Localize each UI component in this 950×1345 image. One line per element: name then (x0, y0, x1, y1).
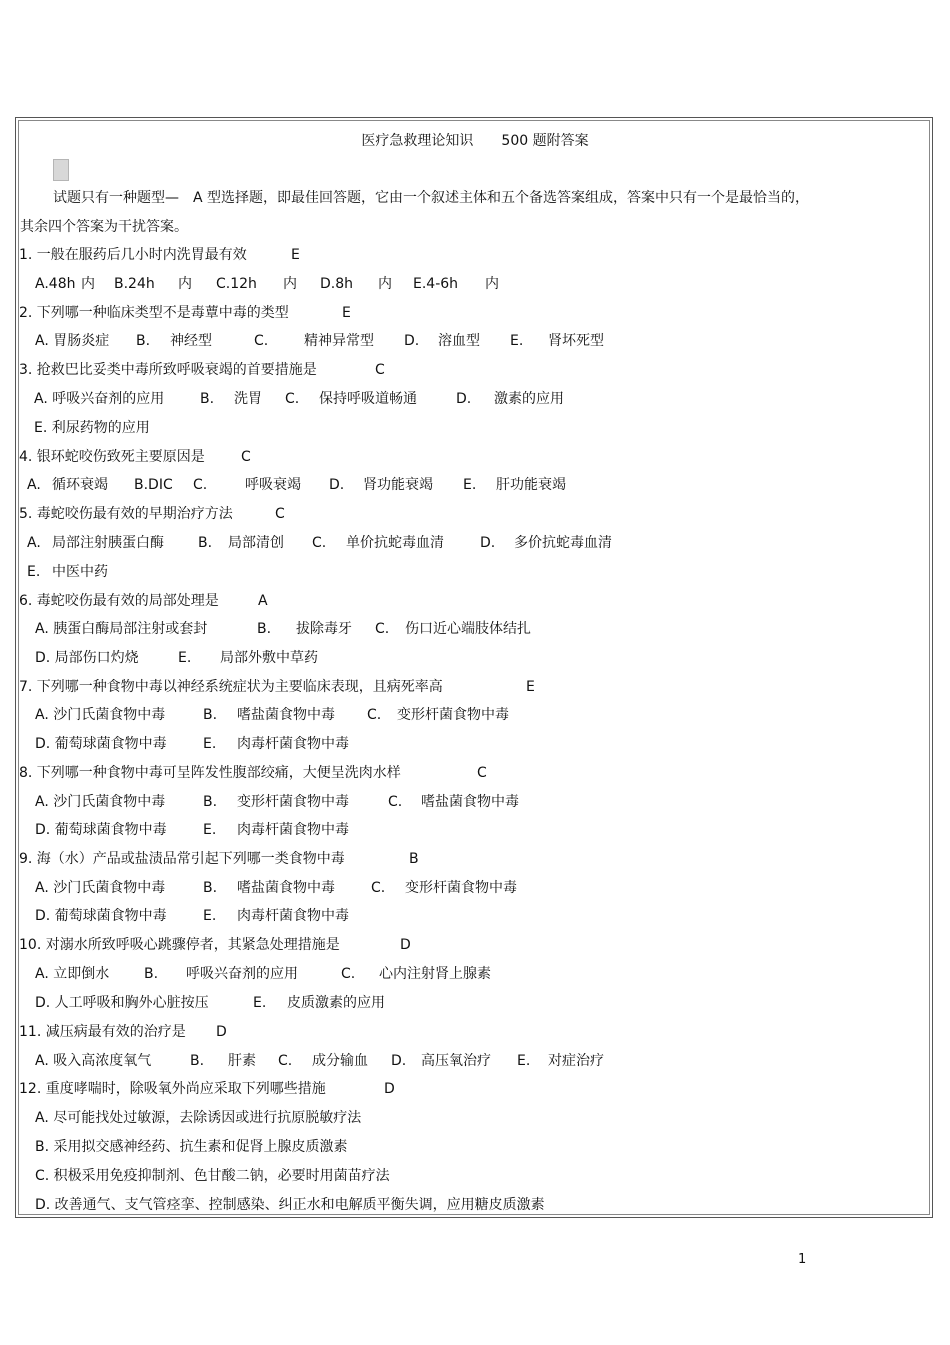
answer-key: E (291, 247, 300, 263)
option: E. (203, 908, 217, 924)
option: B. (198, 535, 213, 551)
option: A. 呼吸兴奋剂的应用 (34, 391, 165, 407)
option: B. (200, 391, 215, 407)
document-icon (53, 159, 69, 181)
option: 肾功能衰竭 (363, 477, 433, 493)
option: C. (341, 966, 356, 982)
option: C. (371, 880, 386, 896)
option: 内 (178, 276, 192, 292)
option: 单价抗蛇毒血清 (346, 535, 444, 551)
option: 成分输血 (312, 1053, 368, 1069)
answer-key: B (409, 851, 419, 867)
option: B. (203, 707, 218, 723)
q12-option-d: D. 改善通气、支气管痉挛、控制感染、纠正水和电解质平衡失调，应用糖皮质激素 (35, 1197, 545, 1213)
option: 肉毒杆菌食物中毒 (237, 736, 349, 752)
option: 嗜盐菌食物中毒 (237, 707, 335, 723)
option: 皮质激素的应用 (287, 995, 385, 1011)
option: 内 (378, 276, 392, 292)
question-text: 9. 海（水）产品或盐渍品常引起下列哪一类食物中毒 (19, 851, 345, 867)
option: 呼吸衰竭 (245, 477, 301, 493)
option: A. (27, 535, 41, 551)
option: E. (203, 736, 217, 752)
option: A.48h (35, 276, 76, 292)
option: C. (312, 535, 327, 551)
answer-key: D (384, 1081, 395, 1097)
option: C. (367, 707, 382, 723)
option: 变形杆菌食物中毒 (397, 707, 509, 723)
option: 变形杆菌食物中毒 (237, 794, 349, 810)
option: B. (257, 621, 272, 637)
option: C. (193, 477, 208, 493)
option: 变形杆菌食物中毒 (405, 880, 517, 896)
option: E. (253, 995, 267, 1011)
option: B.24h (114, 276, 155, 292)
option: 肾坏死型 (548, 333, 604, 349)
option: B. (203, 880, 218, 896)
option: 洗胃 (234, 391, 262, 407)
option: E. (510, 333, 524, 349)
option: 呼吸兴奋剂的应用 (186, 966, 298, 982)
option: D. 葡萄球菌食物中毒 (35, 736, 167, 752)
option: 肉毒杆菌食物中毒 (237, 908, 349, 924)
option: C. (285, 391, 300, 407)
option: E. (203, 822, 217, 838)
option: D. 葡萄球菌食物中毒 (35, 908, 167, 924)
option: 内 (485, 276, 499, 292)
answer-key: C (477, 765, 487, 781)
answer-key: C (375, 362, 385, 378)
q12-option-b: B. 采用拟交感神经药、抗生素和促肾上腺皮质激素 (35, 1139, 348, 1155)
answer-key: D (216, 1024, 227, 1040)
answer-key: C (275, 506, 285, 522)
option: A. 立即倒水 (35, 966, 110, 982)
page-number: 1 (798, 1252, 807, 1267)
intro-line-2: 其余四个答案为干扰答案。 (20, 219, 188, 235)
option: C.12h (216, 276, 257, 292)
option: A. 胃肠炎症 (35, 333, 110, 349)
option: 高压氧治疗 (421, 1053, 491, 1069)
option: A. 沙门氏菌食物中毒 (35, 794, 166, 810)
option: C. (254, 333, 269, 349)
option: 拔除毒牙 (296, 621, 352, 637)
option: 多价抗蛇毒血清 (514, 535, 612, 551)
answer-key: C (241, 449, 251, 465)
question-text: 11. 减压病最有效的治疗是 (19, 1024, 186, 1040)
option: 激素的应用 (494, 391, 564, 407)
question-text: 7. 下列哪一种食物中毒以神经系统症状为主要临床表现，且病死率高 (19, 679, 443, 695)
option: C. (375, 621, 390, 637)
option: E. (27, 564, 41, 580)
option: E. (463, 477, 477, 493)
option: A. 沙门氏菌食物中毒 (35, 707, 166, 723)
option: 神经型 (170, 333, 212, 349)
option: 嗜盐菌食物中毒 (237, 880, 335, 896)
option: C. (278, 1053, 293, 1069)
option: 伤口近心端肢体结扎 (405, 621, 531, 637)
question-text: 1. 一般在服药后几小时内洗胃最有效 (19, 247, 247, 263)
question-text: 10. 对溺水所致呼吸心跳骤停者，其紧急处理措施是 (19, 937, 340, 953)
intro-line-1: 试题只有一种题型— A 型选择题，即最佳回答题，它由一个叙述主体和五个备选答案组成，答案中只有一个是最恰当的， (53, 190, 810, 206)
option: A. 吸入高浓度氧气 (35, 1053, 152, 1069)
answer-key: E (526, 679, 535, 695)
question-text: 12. 重度哮喘时，除吸氧外尚应采取下列哪些措施 (19, 1081, 326, 1097)
option: A. 沙门氏菌食物中毒 (35, 880, 166, 896)
q3-option-e: E. 利尿药物的应用 (34, 420, 150, 436)
option: B. (203, 794, 218, 810)
option: D. 局部伤口灼烧 (35, 650, 139, 666)
option: 内 (81, 276, 95, 292)
question-text: 8. 下列哪一种食物中毒可呈阵发性腹部绞痛，大便呈洗肉水样 (19, 765, 401, 781)
option: D. (329, 477, 345, 493)
option: E. (517, 1053, 531, 1069)
question-text: 5. 毒蛇咬伤最有效的早期治疗方法 (19, 506, 233, 522)
option: D. (480, 535, 496, 551)
option: B. (136, 333, 151, 349)
option: D. (391, 1053, 407, 1069)
q12-option-c: C. 积极采用免疫抑制剂、色甘酸二钠，必要时用菌苗疗法 (35, 1168, 390, 1184)
option: 中医中药 (52, 564, 108, 580)
option: A. (27, 477, 41, 493)
option: B.DIC (134, 477, 173, 493)
question-text: 6. 毒蛇咬伤最有效的局部处理是 (19, 593, 219, 609)
option: 溶血型 (438, 333, 480, 349)
option: 循环衰竭 (52, 477, 108, 493)
option: 局部注射胰蛋白酶 (52, 535, 164, 551)
document-title: 医疗急救理论知识 500 题附答案 (361, 133, 589, 149)
option: D. 人工呼吸和胸外心脏按压 (35, 995, 209, 1011)
option: 心内注射肾上腺素 (379, 966, 491, 982)
option: 嗜盐菌食物中毒 (421, 794, 519, 810)
option: E. (178, 650, 192, 666)
option: 肝功能衰竭 (496, 477, 566, 493)
question-text: 3. 抢救巴比妥类中毒所致呼吸衰竭的首要措施是 (19, 362, 317, 378)
option: 对症治疗 (548, 1053, 604, 1069)
option: 局部外敷中草药 (220, 650, 318, 666)
option: D. 葡萄球菌食物中毒 (35, 822, 167, 838)
option: 精神异常型 (304, 333, 374, 349)
option: 肝素 (228, 1053, 256, 1069)
option: D. (456, 391, 472, 407)
option: D.8h (320, 276, 354, 292)
option: 肉毒杆菌食物中毒 (237, 822, 349, 838)
option: B. (190, 1053, 205, 1069)
option: D. (404, 333, 420, 349)
question-text: 2. 下列哪一种临床类型不是毒蕈中毒的类型 (19, 305, 289, 321)
q12-option-a: A. 尽可能找处过敏源，去除诱因或进行抗原脱敏疗法 (35, 1110, 362, 1126)
option: E.4-6h (413, 276, 459, 292)
option: C. (388, 794, 403, 810)
option: 局部清创 (228, 535, 284, 551)
answer-key: E (342, 305, 351, 321)
option: A. 胰蛋白酶局部注射或套封 (35, 621, 208, 637)
answer-key: D (400, 937, 411, 953)
answer-key: A (258, 593, 268, 609)
option: 保持呼吸道畅通 (319, 391, 417, 407)
option: B. (144, 966, 159, 982)
question-text: 4. 银环蛇咬伤致死主要原因是 (19, 449, 205, 465)
option: 内 (283, 276, 297, 292)
